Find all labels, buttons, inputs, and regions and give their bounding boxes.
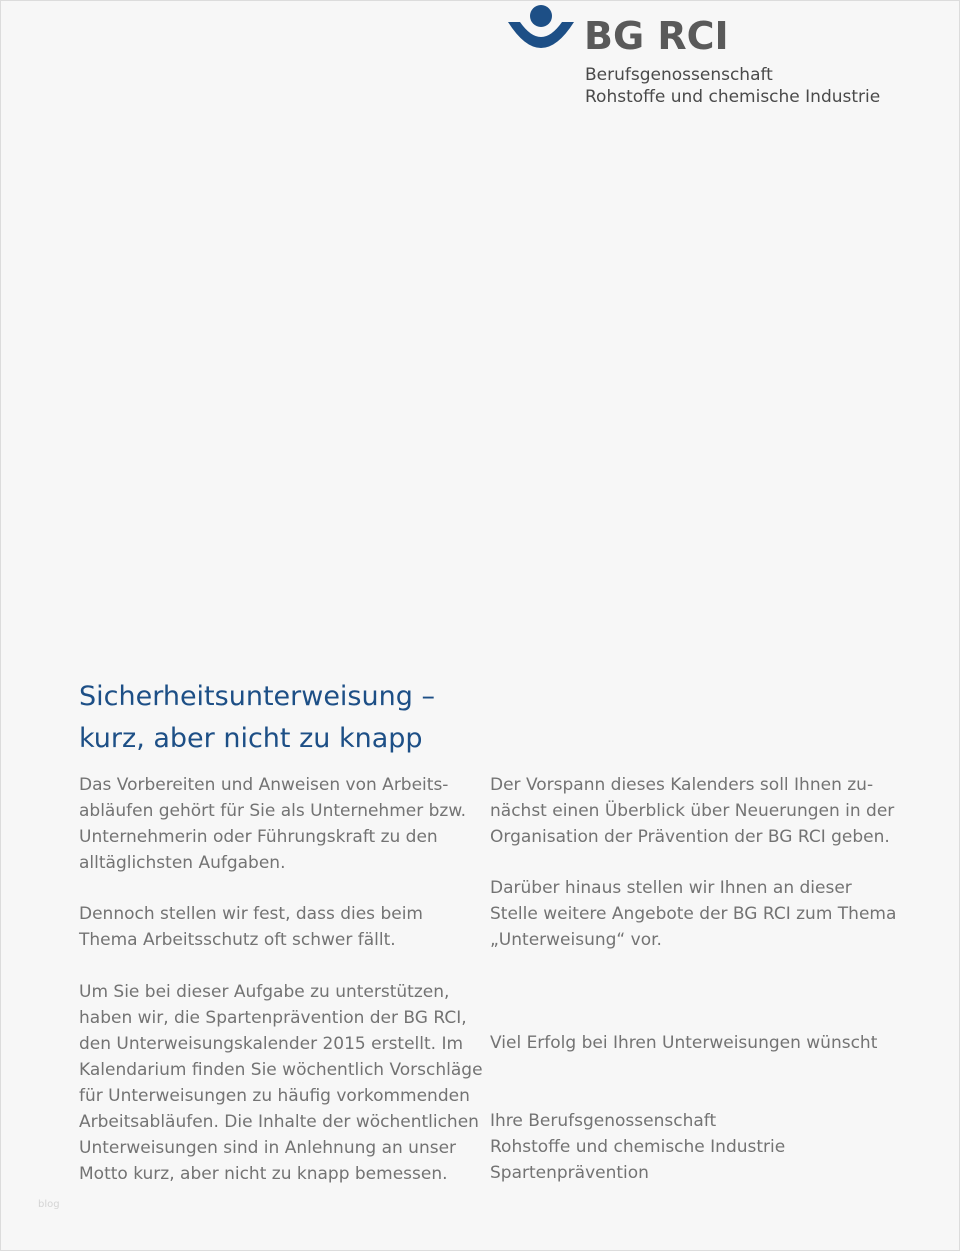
bg-rci-logo-mark-icon	[506, 4, 576, 54]
logo-subtitle-line1: Berufsgenossenschaft	[585, 65, 773, 85]
right-paragraph-3	[490, 1030, 877, 1056]
text-line: Darüber hinaus stellen wir Ihnen an dieser	[490, 878, 852, 898]
text-line: Unternehmerin oder Führungskraft zu den	[79, 827, 438, 847]
text-line: abläufen gehört für Sie als Unternehmer bzw.	[79, 801, 467, 821]
left-paragraph-1	[79, 772, 466, 876]
text-line: Arbeitsabläufen. Die Inhalte der wöchentlichen	[79, 1112, 479, 1132]
text-line: haben wir, die Spartenprävention der BG RCI,	[79, 1008, 467, 1028]
left-paragraph-2	[79, 901, 423, 953]
text-line: Um Sie bei dieser Aufgabe zu unterstützen,	[79, 982, 450, 1002]
text-line: Viel Erfolg bei Ihren Unterweisungen wünscht	[490, 1033, 878, 1053]
text-line: „Unterweisung“ vor.	[490, 930, 662, 950]
text-line: Stelle weitere Angebote der BG RCI zum Thema	[490, 904, 897, 924]
logo-name: BG RCI	[584, 14, 729, 58]
signature-line: Spartenprävention	[490, 1163, 649, 1183]
right-paragraph-1	[490, 772, 894, 850]
text-line: Der Vorspann dieses Kalenders soll Ihnen zu-	[490, 775, 874, 795]
signature-line: Rohstoffe und chemische Industrie	[490, 1137, 786, 1157]
right-paragraph-2	[490, 875, 896, 953]
text-line: Organisation der Prävention der BG RCI geben.	[490, 827, 890, 847]
signature	[490, 1108, 785, 1186]
text-line: Thema Arbeitsschutz oft schwer fällt.	[79, 930, 396, 950]
watermark: blog	[38, 1199, 60, 1210]
page-title-line1: Sicherheitsunterweisung –	[79, 681, 435, 712]
bg-rci-logo	[506, 4, 906, 114]
page-title-line2: kurz, aber nicht zu knapp	[79, 723, 423, 754]
text-line: für Unterweisungen zu häufig vorkommenden	[79, 1086, 470, 1106]
signature-line: Ihre Berufsgenossenschaft	[490, 1111, 717, 1131]
logo-subtitle-line2: Rohstoffe und chemische Industrie	[585, 87, 881, 107]
text-line: Dennoch stellen wir fest, dass dies beim	[79, 904, 423, 924]
text-line: nächst einen Überblick über Neuerungen in der	[490, 801, 895, 821]
page-title	[79, 676, 435, 760]
text-line: Das Vorbereiten und Anweisen von Arbeits-	[79, 775, 449, 795]
text-line: alltäglichsten Aufgaben.	[79, 853, 286, 873]
text-line: Unterweisungen sind in Anlehnung an unser	[79, 1138, 457, 1158]
text-line: Motto kurz, aber nicht zu knapp bemessen.	[79, 1164, 448, 1184]
left-paragraph-3	[79, 979, 483, 1187]
text-line: den Unterweisungskalender 2015 erstellt. Im	[79, 1034, 464, 1054]
text-line: Kalendarium finden Sie wöchentlich Vorschläge	[79, 1060, 483, 1080]
